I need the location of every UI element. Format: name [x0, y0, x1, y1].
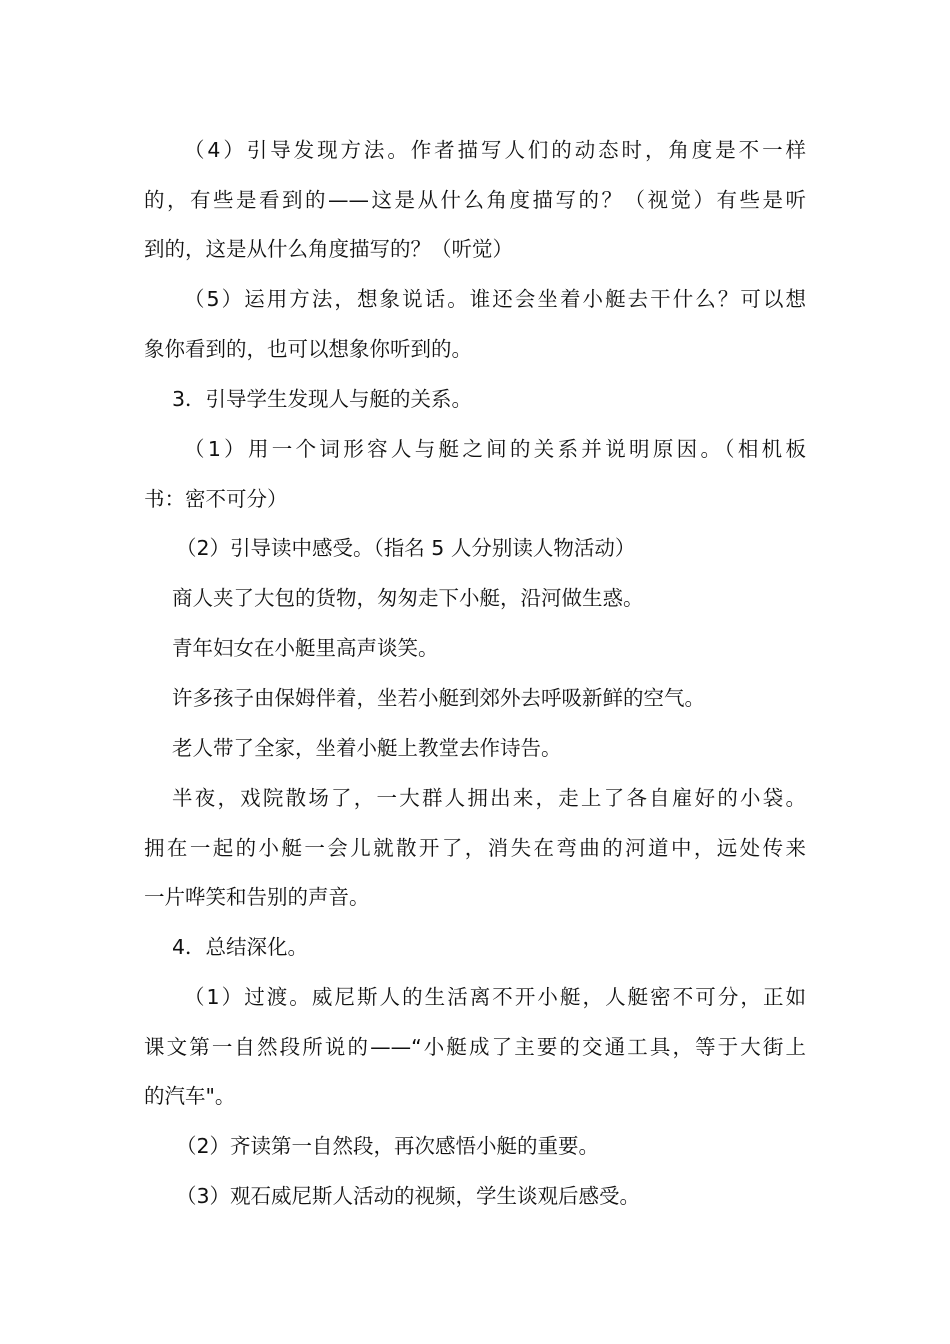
item-1-line-2: 书：密不可分） [144, 487, 288, 511]
paragraph-5-line-2: 象你看到的，也可以想象你听到的。 [144, 337, 472, 361]
video-line: （3）观石威尼斯人活动的视频，学生谈观后感受。 [176, 1184, 641, 1208]
paragraph-4-line-2: 的，有些是看到的——这是从什么角度描写的？（视觉）有些是听 [144, 188, 806, 212]
item-2-line: （2）引导读中感受。（指名 5 人分别读人物活动） [176, 536, 636, 560]
reading-midnight-line-1: 半夜，戏院散场了，一大群人拥出来，走上了各自雇好的小袋。 [172, 786, 806, 810]
reading-midnight-line-3: 一片哗笑和告别的声音。 [144, 885, 370, 909]
section-3-heading: 3．引导学生发现人与艇的关系。 [172, 387, 473, 411]
reading-line-merchant: 商人夹了大包的货物，匆匆走下小艇，沿河做生惑。 [172, 586, 644, 610]
section-4-heading: 4．总结深化。 [172, 935, 309, 959]
reading-line-elderly: 老人带了全家，坐着小艇上教堂去作诗告。 [172, 736, 562, 760]
paragraph-4-line-3: 到的，这是从什么角度描写的？（听觉） [144, 237, 513, 261]
paragraph-4-line-1: （4）引导发现方法。作者描写人们的动态时，角度是不一样 [184, 138, 806, 162]
transition-line-1: （1）过渡。威尼斯人的生活离不开小艇，人艇密不可分，正如 [184, 985, 806, 1009]
paragraph-5-line-1: （5）运用方法，想象说话。谁还会坐着小艇去干什么？可以想 [184, 287, 806, 311]
reading-line-children: 许多孩子由保姆伴着，坐若小艇到郊外去呼吸新鲜的空气。 [172, 686, 705, 710]
transition-line-2: 课文第一自然段所说的——“小艇成了主要的交通工具，等于大街上 [144, 1035, 806, 1059]
reading-line-women: 青年妇女在小艇里高声谈笑。 [172, 636, 439, 660]
item-1-line-1: （1）用一个词形容人与艇之间的关系并说明原因。（相机板 [184, 437, 806, 461]
group-reading-line: （2）齐读第一自然段，再次感悟小艇的重要。 [176, 1134, 600, 1158]
reading-midnight-line-2: 拥在一起的小艇一会儿就散开了，消失在弯曲的河道中，远处传来 [144, 836, 806, 860]
transition-line-3: 的汽车"。 [144, 1084, 236, 1108]
